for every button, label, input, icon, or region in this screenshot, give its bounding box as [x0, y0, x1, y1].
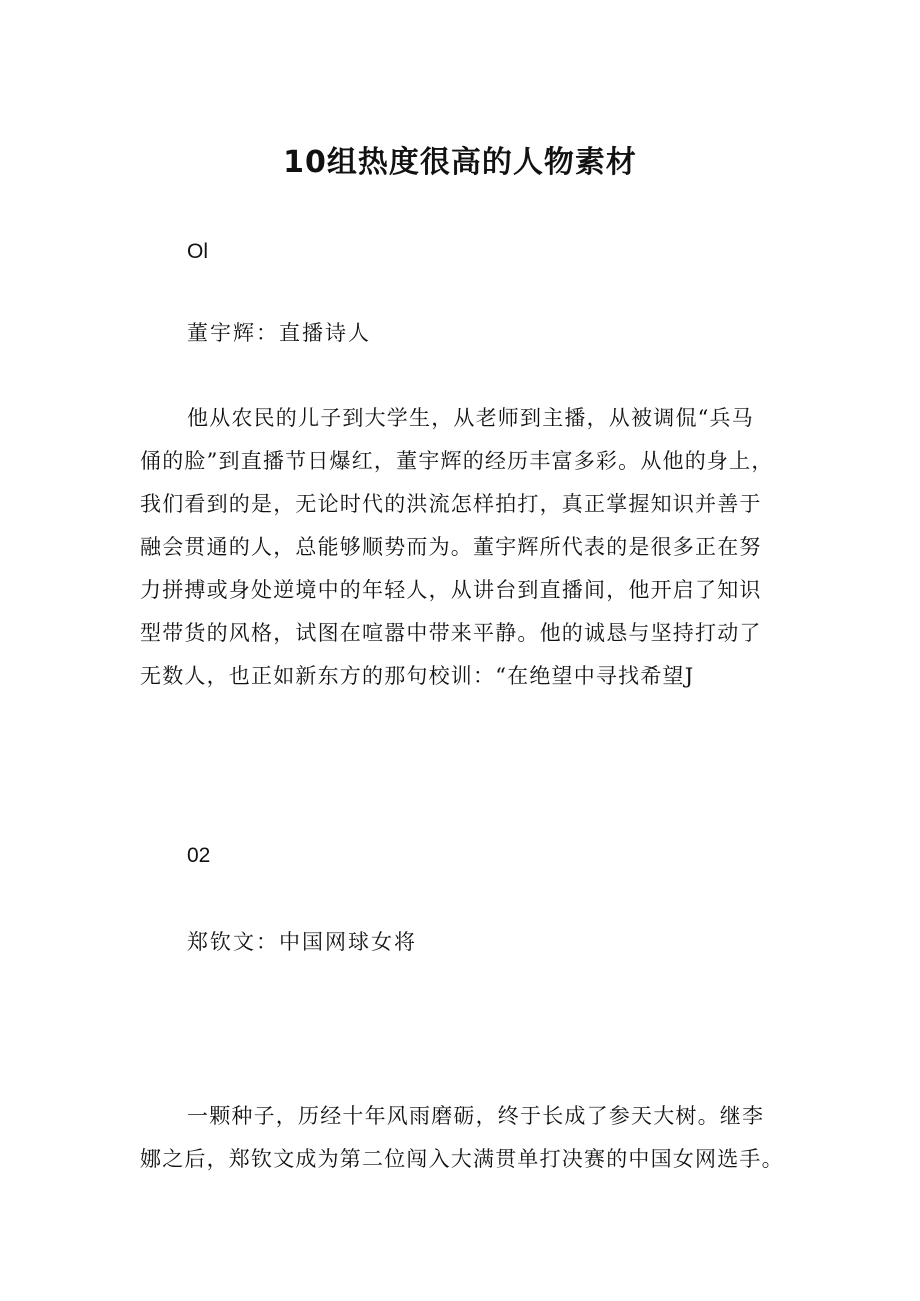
section-heading-02: 郑钦文：中国网球女将 — [187, 930, 417, 954]
section-number-02: 02 — [187, 844, 211, 867]
paragraph-line: 他从农民的儿子到大学生，从老师到主播，从被调侃“兵马 — [187, 406, 754, 430]
paragraph-line: 娜之后，郑钦文成为第二位闯入大满贯单打决赛的中国女网选手。 — [140, 1147, 784, 1171]
document-title: 10组热度很高的人物素材 — [283, 145, 637, 180]
paragraph-line: 型带货的风格，试图在喧嚣中带来平静。他的诚恳与坚持打动了 — [140, 621, 762, 645]
paragraph-line: 俑的脸”到直播节日爆红，董宇辉的经历丰富多彩。从他的身上， — [140, 449, 774, 473]
section-paragraph-01 — [140, 397, 785, 698]
paragraph-line: 一颗种子，历经十年风雨磨砺，终于长成了参天大树。继李 — [187, 1104, 765, 1128]
section-heading-01: 董宇辉：直播诗人 — [187, 321, 371, 345]
section-paragraph-02 — [140, 1095, 785, 1181]
paragraph-line: 无数人，也正如新东方的那句校训：“在绝望中寻找希望J — [140, 664, 695, 688]
paragraph-line: 我们看到的是，无论时代的洪流怎样拍打，真正掌握知识并善于 — [140, 492, 762, 516]
section-number-01: Ol — [187, 240, 208, 263]
paragraph-line: 融会贯通的人，总能够顺势而为。董宇辉所代表的是很多正在努 — [140, 535, 762, 559]
paragraph-line: 力拼搏或身处逆境中的年轻人，从讲台到直播间，他开启了知识 — [140, 578, 762, 602]
